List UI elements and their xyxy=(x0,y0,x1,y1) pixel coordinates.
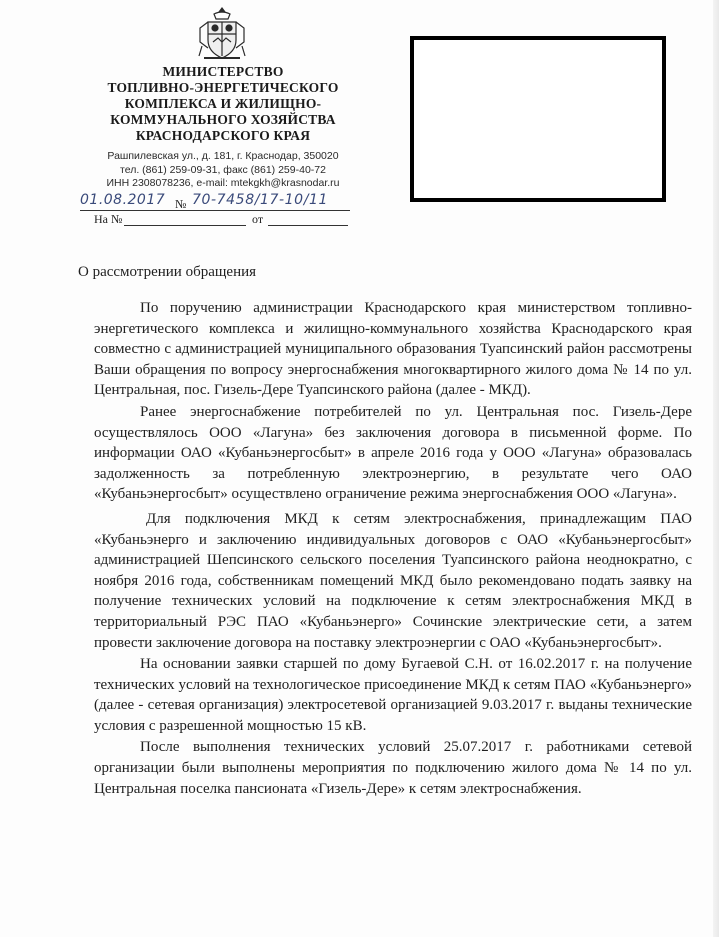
body-paragraph: Для подключения МКД к сетям электроснабжения, принадлежащим ПАО «Кубаньэнерго и заключению индивидуальных договоров с ОАО «Кубаньэнергосбыт» администрацией Шепсинского сельского поселения Туапсинского района неоднократно, с ноября 2016 года, собственникам помещений МКД было рекомендовано подать заявку на получение технических условий на подключение к сетям электроснабжения МКД в территориальный РЭС ПАО «Кубаньэнерго» Сочинские электрические сети, а затем провести заключение договора на поставку электроэнергии с ОАО «Кубаньэнергосбыт». xyxy=(94,510,692,651)
ministry-line: КРАСНОДАРСКОГО КРАЯ xyxy=(135,128,311,143)
scan-edge xyxy=(713,0,719,937)
ministry-line: КОМПЛЕКСА И ЖИЛИЩНО- xyxy=(124,96,322,111)
body-paragraph: На основании заявки старшей по дому Бугаевой С.Н. от 16.02.2017 г. на получение технических условий на технологическое присоединение МКД к сетям ПАО «Кубаньэнерго» (далее - сетевая организация) электросетевой организацией 9.03.2017 г. выданы технические условия с разрешенной мощностью 15 кВ. xyxy=(94,656,692,734)
ministry-line: ТОПЛИВНО-ЭНЕРГЕТИЧЕСКОГО xyxy=(107,80,339,95)
reference-date-blank xyxy=(268,225,348,226)
letter-subject: О рассмотрении обращения xyxy=(78,264,257,280)
body-paragraph: После выполнения технических условий 25.07.2017 г. работниками сетевой организации были выполнены мероприятия по подключению жилого дома № 14 по ул. Центральная поселка пансионата «Гизель-Дере» к сетям электроснабжения. xyxy=(94,739,692,797)
registration-date: 01.08.2017 xyxy=(80,192,166,208)
address-line: Рашпилевская ул., д. 181, г. Краснодар, 350020 xyxy=(107,150,339,162)
reference-number-blank xyxy=(124,225,246,226)
letter-body xyxy=(94,298,692,800)
reference-number-label: На № xyxy=(94,212,123,226)
ministry-contacts xyxy=(78,150,368,191)
reference-date-label: от xyxy=(252,212,264,226)
body-paragraph: По поручению администрации Краснодарского края министерством топливно-энергетического комплекса и жилищно-коммунального хозяйства Краснодарского края совместно с администрацией муниципального образования Туапсинский район рассмотрены Ваши обращения по вопросу энергоснабжения многоквартирного жилого дома № 14 по ул. Центральная, пос. Гизель-Дере Туапсинского района (далее - МКД). xyxy=(94,300,692,399)
ministry-line: КОММУНАЛЬНОГО ХОЗЯЙСТВА xyxy=(110,112,336,127)
recipient-redaction-box xyxy=(410,36,666,202)
krasnodar-coat-of-arms-icon xyxy=(196,6,248,64)
reference-line xyxy=(94,212,354,230)
registration-number: 70-7458/17-10/11 xyxy=(192,192,329,208)
registration-number-label: № xyxy=(175,197,187,211)
ministry-name xyxy=(78,64,368,144)
body-paragraph: Ранее энергоснабжение потребителей по ул. Центральная пос. Гизель-Дере осуществлялось ООО «Лагуна» без заключения договора в письменной форме. По информации ОАО «Кубаньэнергосбыт» в апреле 2016 года у ООО «Лагуна» образовалась задолженность за потребленную электроэнергию, в результате чего ОАО «Кубаньэнергосбыт» осуществлено ограничение режима энергоснабжения ООО «Лагуна». xyxy=(94,403,692,503)
phone-line: тел. (861) 259-09-31, факс (861) 259-40-72 xyxy=(120,163,326,176)
registration-underline xyxy=(80,210,350,211)
inn-email-line: ИНН 2308078236, e-mail: mtekgkh@krasnodar.ru xyxy=(106,177,340,189)
ministry-line: МИНИСТЕРСТВО xyxy=(162,64,284,79)
ministry-header xyxy=(78,64,368,191)
